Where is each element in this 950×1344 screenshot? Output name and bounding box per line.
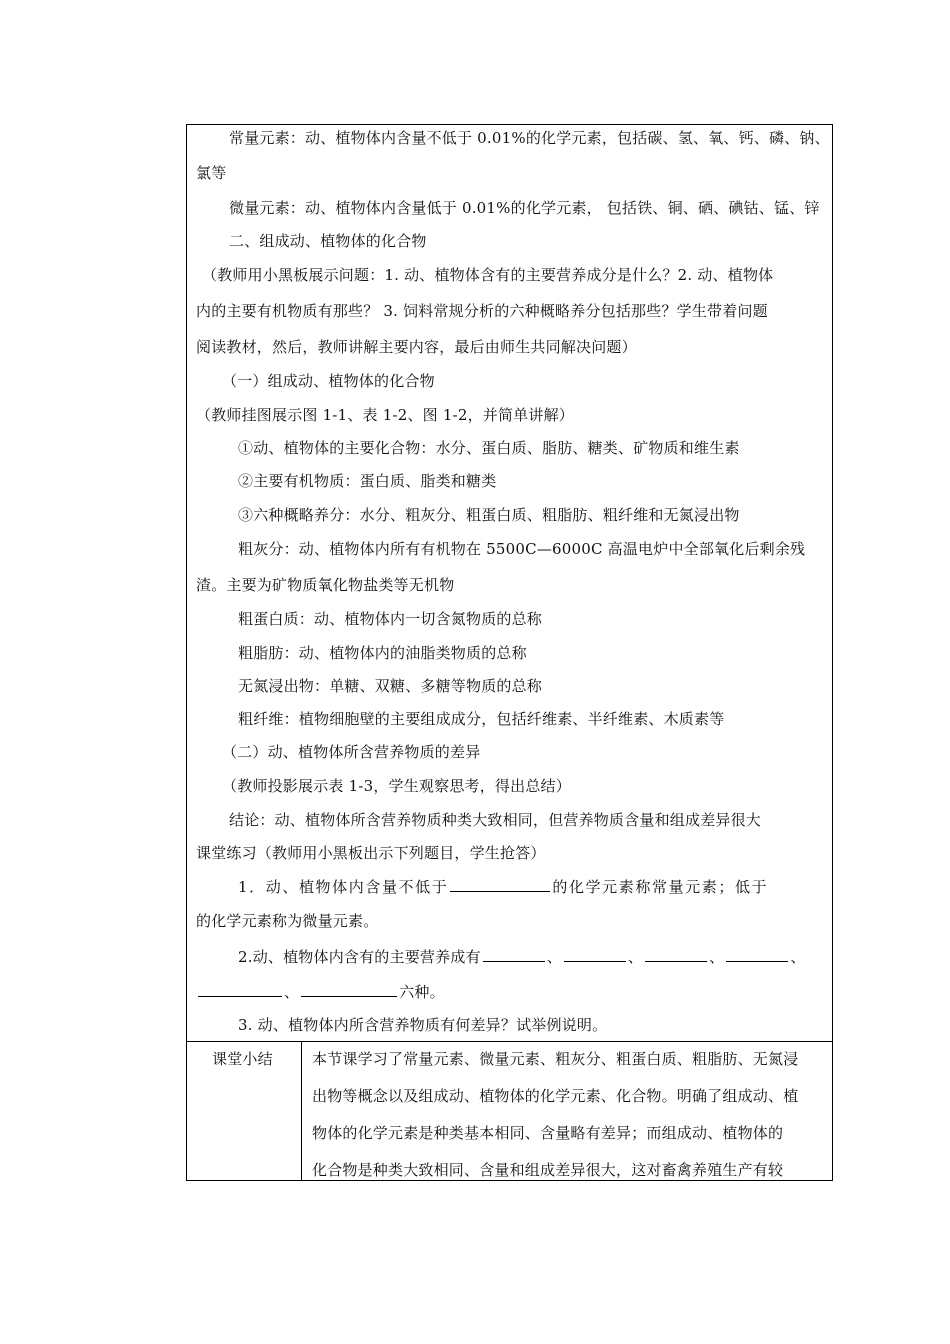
list-item: ②主要有机物质：蛋白质、脂类和糖类 — [238, 472, 497, 490]
paragraph-line: （教师投影展示表 1-3，学生观察思考，得出总结） — [222, 777, 571, 795]
paragraph-line: 粗灰分：动、植物体内所有有机物在 5500C—6000C 高温电炉中全部氧化后剩余残 — [238, 540, 806, 558]
separator: 、 — [709, 948, 725, 966]
question-text: 1．动、植物体内含量不低于 — [238, 878, 449, 896]
answer-blank — [483, 947, 545, 962]
summary-line: 化合物是种类大致相同、含量和组成差异很大，这对畜禽养殖生产有较 — [312, 1161, 784, 1179]
summary-label: 课堂小结 — [212, 1050, 273, 1068]
question-text: 2.动、植物体内含有的主要营养成有 — [238, 948, 481, 966]
paragraph-line: （教师用小黑板展示问题：1. 动、植物体含有的主要营养成分是什么？2. 动、植物体 — [202, 266, 774, 284]
exercise-question-2 — [238, 947, 806, 967]
answer-blank — [450, 877, 550, 892]
separator: 、 — [546, 948, 562, 966]
paragraph-line: 阅读教材，然后，教师讲解主要内容，最后由师生共同解决问题） — [196, 338, 637, 356]
separator: 、 — [790, 948, 806, 966]
definition-line: 无氮浸出物：单糖、双糖、多糖等物质的总称 — [238, 677, 543, 695]
definition-line: 粗蛋白质：动、植物体内一切含氮物质的总称 — [238, 610, 543, 628]
summary-line: 本节课学习了常量元素、微量元素、粗灰分、粗蛋白质、粗脂肪、无氮浸 — [312, 1050, 799, 1068]
definition-line: 粗纤维：植物细胞壁的主要组成成分，包括纤维素、半纤维素、木质素等 — [238, 710, 725, 728]
summary-column-divider — [301, 1041, 302, 1181]
summary-line: 物体的化学元素是种类基本相同、含量略有差异；而组成动、植物体的 — [312, 1124, 784, 1142]
definition-line: 粗脂肪：动、植物体内的油脂类物质的总称 — [238, 644, 527, 662]
paragraph-line: 渣。主要为矿物质氧化物盐类等无机物 — [196, 576, 455, 594]
paragraph-line: 结论：动、植物体所含营养物质种类大致相同，但营养物质含量和组成差异很大 — [229, 811, 762, 829]
subsection-heading: （二）动、植物体所含营养物质的差异 — [222, 743, 481, 761]
paragraph-line: 课堂练习（教师用小黑板出示下列题目，学生抢答） — [196, 844, 546, 862]
separator: 、 — [627, 948, 644, 966]
paragraph-line: 内的主要有机物质有那些？ 3. 饲料常规分析的六种概略养分包括那些？学生带着问题 — [196, 302, 768, 320]
answer-blank — [645, 947, 707, 962]
exercise-question-3: 3. 动、植物体内所含营养物质有何差异？试举例说明。 — [238, 1016, 608, 1034]
separator: 、 — [284, 983, 300, 1001]
summary-divider — [186, 1041, 833, 1042]
answer-blank — [564, 947, 626, 962]
answer-blank — [301, 982, 397, 997]
subsection-heading: （一）组成动、植物体的化合物 — [222, 372, 435, 390]
list-item: ①动、植物体的主要化合物：水分、蛋白质、脂肪、糖类、矿物质和维生素 — [238, 439, 740, 457]
section-heading: 二、组成动、植物体的化合物 — [229, 232, 427, 250]
list-item: ③六种概略养分：水分、粗灰分、粗蛋白质、粗脂肪、粗纤维和无氮浸出物 — [238, 506, 740, 524]
paragraph-line: 氯等 — [196, 164, 227, 182]
paragraph-line: （教师挂图展示图 1-1、表 1-2、图 1-2，并简单讲解） — [196, 406, 574, 424]
answer-blank — [726, 947, 788, 962]
exercise-question-1 — [238, 877, 768, 897]
answer-blank — [198, 982, 282, 997]
question-text: 的化学元素称常量元素；低于 — [552, 878, 769, 896]
paragraph-line: 微量元素：动、植物体内含量低于 0.01%的化学元素， 包括铁、铜、硒、碘钴、锰、锌 — [229, 199, 820, 217]
question-text: 六种。 — [399, 983, 445, 1001]
paragraph-line: 的化学元素称为微量元素。 — [196, 912, 379, 930]
summary-line: 出物等概念以及组成动、植物体的化学元素、化合物。明确了组成动、植 — [312, 1087, 799, 1105]
exercise-question-2-cont — [196, 982, 445, 1002]
paragraph-line: 常量元素：动、植物体内含量不低于 0.01%的化学元素，包括碳、氢、氧、钙、磷、钠、 — [229, 129, 830, 147]
